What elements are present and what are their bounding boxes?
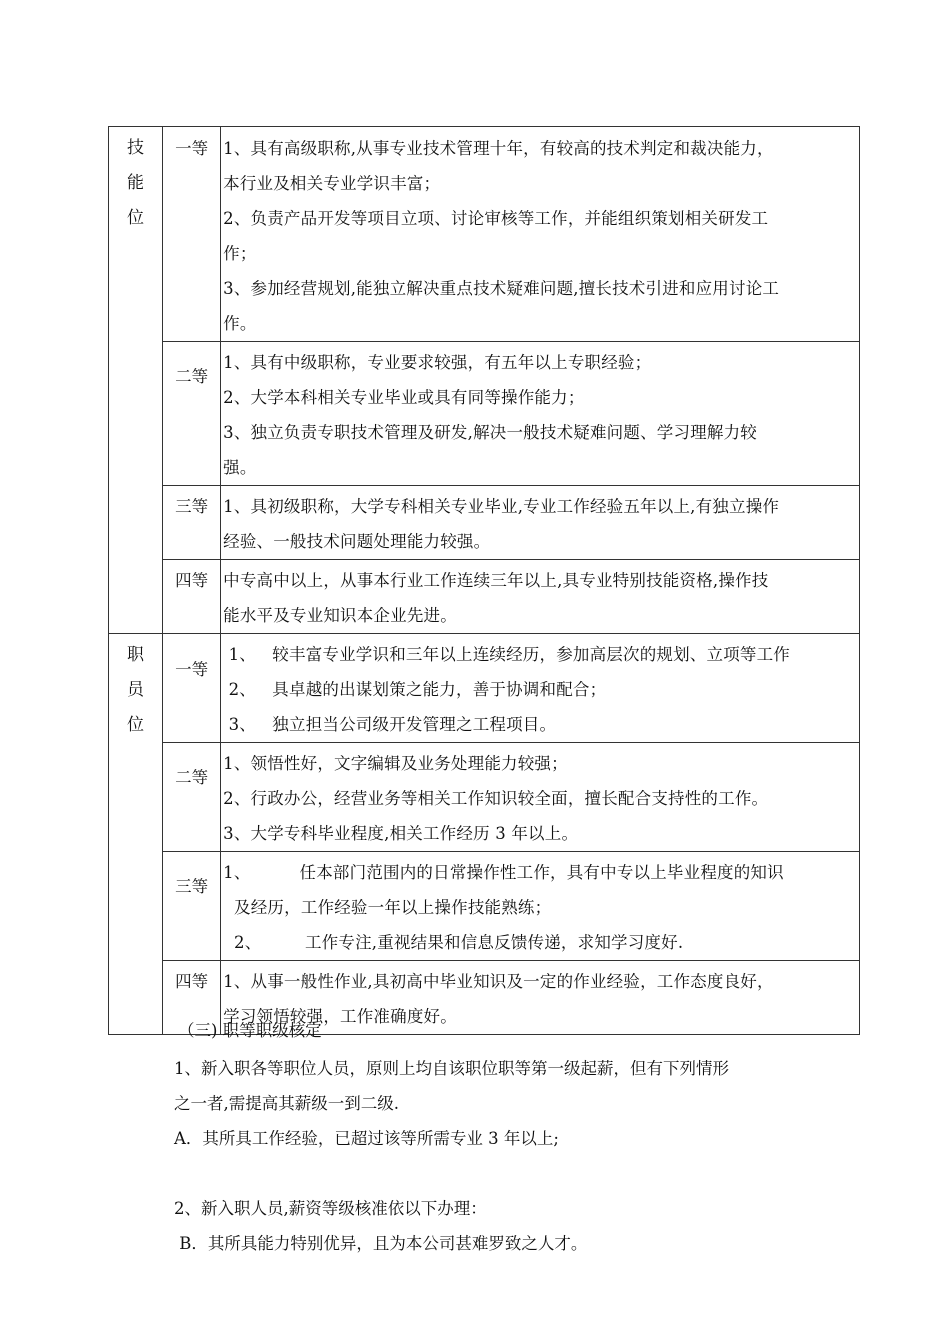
table-row	[109, 743, 860, 852]
description-line: 1、领悟性好，文字编辑及业务处理能力较强；	[223, 754, 568, 773]
heading-text: （三) 职等职级核定	[178, 1021, 322, 1040]
description-line: 1、具初级职称，大学专科相关专业毕业,专业工作经验五年以上,有独立操作	[223, 497, 780, 516]
description-line: 1、具有高级职称,从事专业技术管理十年，有较高的技术判定和裁决能力，	[223, 139, 774, 158]
table-row	[109, 342, 860, 486]
description-line: 本行业及相关专业学识丰富；	[223, 174, 441, 193]
description-cell	[221, 634, 860, 743]
description-line: 1、 较丰富专业学识和三年以上连续经历，参加高层次的规划、立项等工作	[223, 645, 791, 664]
description-line: 1、具有中级职称，专业要求较强，有五年以上专职经验；	[223, 353, 652, 372]
table-row	[109, 634, 860, 743]
description-cell	[221, 486, 860, 560]
description-line: 2、 工作专注,重视结果和信息反馈传递，求知学习度好.	[223, 933, 684, 952]
description-cell	[221, 852, 860, 961]
description-line: 2、 具卓越的出谋划策之能力，善于协调和配合；	[223, 680, 607, 699]
section-heading	[178, 1013, 868, 1048]
grade-label: 四等	[175, 571, 209, 590]
grade-cell	[163, 127, 221, 342]
grade-label: 三等	[175, 877, 209, 896]
description-line: 中专高中以上，从事本行业工作连续三年以上,具专业特别技能资格,操作技	[223, 571, 769, 590]
description-line: 强。	[223, 458, 257, 477]
grade-cell	[163, 634, 221, 743]
description-line: 2、行政办公，经营业务等相关工作知识较全面，擅长配合支持性的工作。	[223, 789, 769, 808]
category-char: 职	[127, 645, 145, 665]
grade-label: 一等	[175, 660, 209, 679]
grade-cell	[163, 486, 221, 560]
description-line: 2、大学本科相关专业毕业或具有同等操作能力；	[223, 388, 585, 407]
description-line: 3、大学专科毕业程度,相关工作经历 3 年以上。	[223, 824, 579, 843]
description-line: 3、参加经营规划,能独立解决重点技术疑难问题,擅长技术引进和应用讨论工	[223, 279, 780, 298]
paragraph-line: 2、新入职人员,薪资等级核准依以下办理：	[174, 1199, 487, 1218]
category-char: 位	[127, 715, 145, 735]
grade-criteria-table	[108, 126, 860, 1035]
description-line: 3、 独立担当公司级开发管理之工程项目。	[223, 715, 557, 734]
description-cell	[221, 560, 860, 634]
grade-label: 二等	[175, 367, 209, 386]
grade-cell	[163, 852, 221, 961]
list-item-text: A．其所具工作经验，已超过该等所需专业 3 年以上;	[174, 1129, 559, 1148]
category-skill-position	[109, 127, 163, 634]
grade-label: 三等	[175, 497, 209, 516]
table-row	[109, 852, 860, 961]
list-item-b	[174, 1156, 864, 1331]
category-char: 能	[127, 173, 145, 193]
paragraph-line: 1、新入职各等职位人员，原则上均自该职位职等第一级起薪，但有下列情形	[174, 1059, 729, 1078]
paragraph-1	[174, 1051, 864, 1121]
category-char: 技	[127, 138, 145, 158]
category-staff-position	[109, 634, 163, 1035]
table-row	[109, 560, 860, 634]
description-line: 2、负责产品开发等项目立项、讨论审核等工作，并能组织策划相关研发工	[223, 209, 769, 228]
description-line: 1、从事一般性作业,具初高中毕业知识及一定的作业经验，工作态度良好，	[223, 972, 774, 991]
description-line: 经验、一般技术问题处理能力较强。	[223, 532, 491, 551]
grade-label: 四等	[175, 972, 209, 991]
description-line: 作；	[223, 244, 257, 263]
description-line: 及经历，工作经验一年以上操作技能熟练；	[223, 898, 552, 917]
grade-cell	[163, 743, 221, 852]
description-line: 能水平及专业知识本企业先进。	[223, 606, 457, 625]
description-line: 作。	[223, 314, 257, 333]
table-row	[109, 486, 860, 560]
list-item-text: B．其所具能力特别优异，且为本公司甚难罗致之人才。	[174, 1234, 588, 1253]
grade-label: 一等	[175, 139, 209, 158]
grade-cell	[163, 560, 221, 634]
description-line: 3、独立负责专职技术管理及研发,解决一般技术疑难问题、学习理解力较	[223, 423, 757, 442]
description-cell	[221, 127, 860, 342]
description-cell	[221, 743, 860, 852]
category-char: 员	[127, 680, 145, 700]
category-char: 位	[127, 208, 145, 228]
grade-label: 二等	[175, 768, 209, 787]
paragraph-line: 之一者,需提高其薪级一到二级.	[174, 1094, 399, 1113]
list-item-a	[174, 1121, 864, 1156]
table-row	[109, 127, 860, 342]
description-line: 学习领悟较强，工作准确度好。	[223, 1007, 457, 1026]
description-cell	[221, 342, 860, 486]
description-line: 1、 任本部门范围内的日常操作性工作，具有中专以上毕业程度的知识	[223, 863, 784, 882]
grade-cell	[163, 342, 221, 486]
paragraph-2	[174, 1191, 864, 1226]
